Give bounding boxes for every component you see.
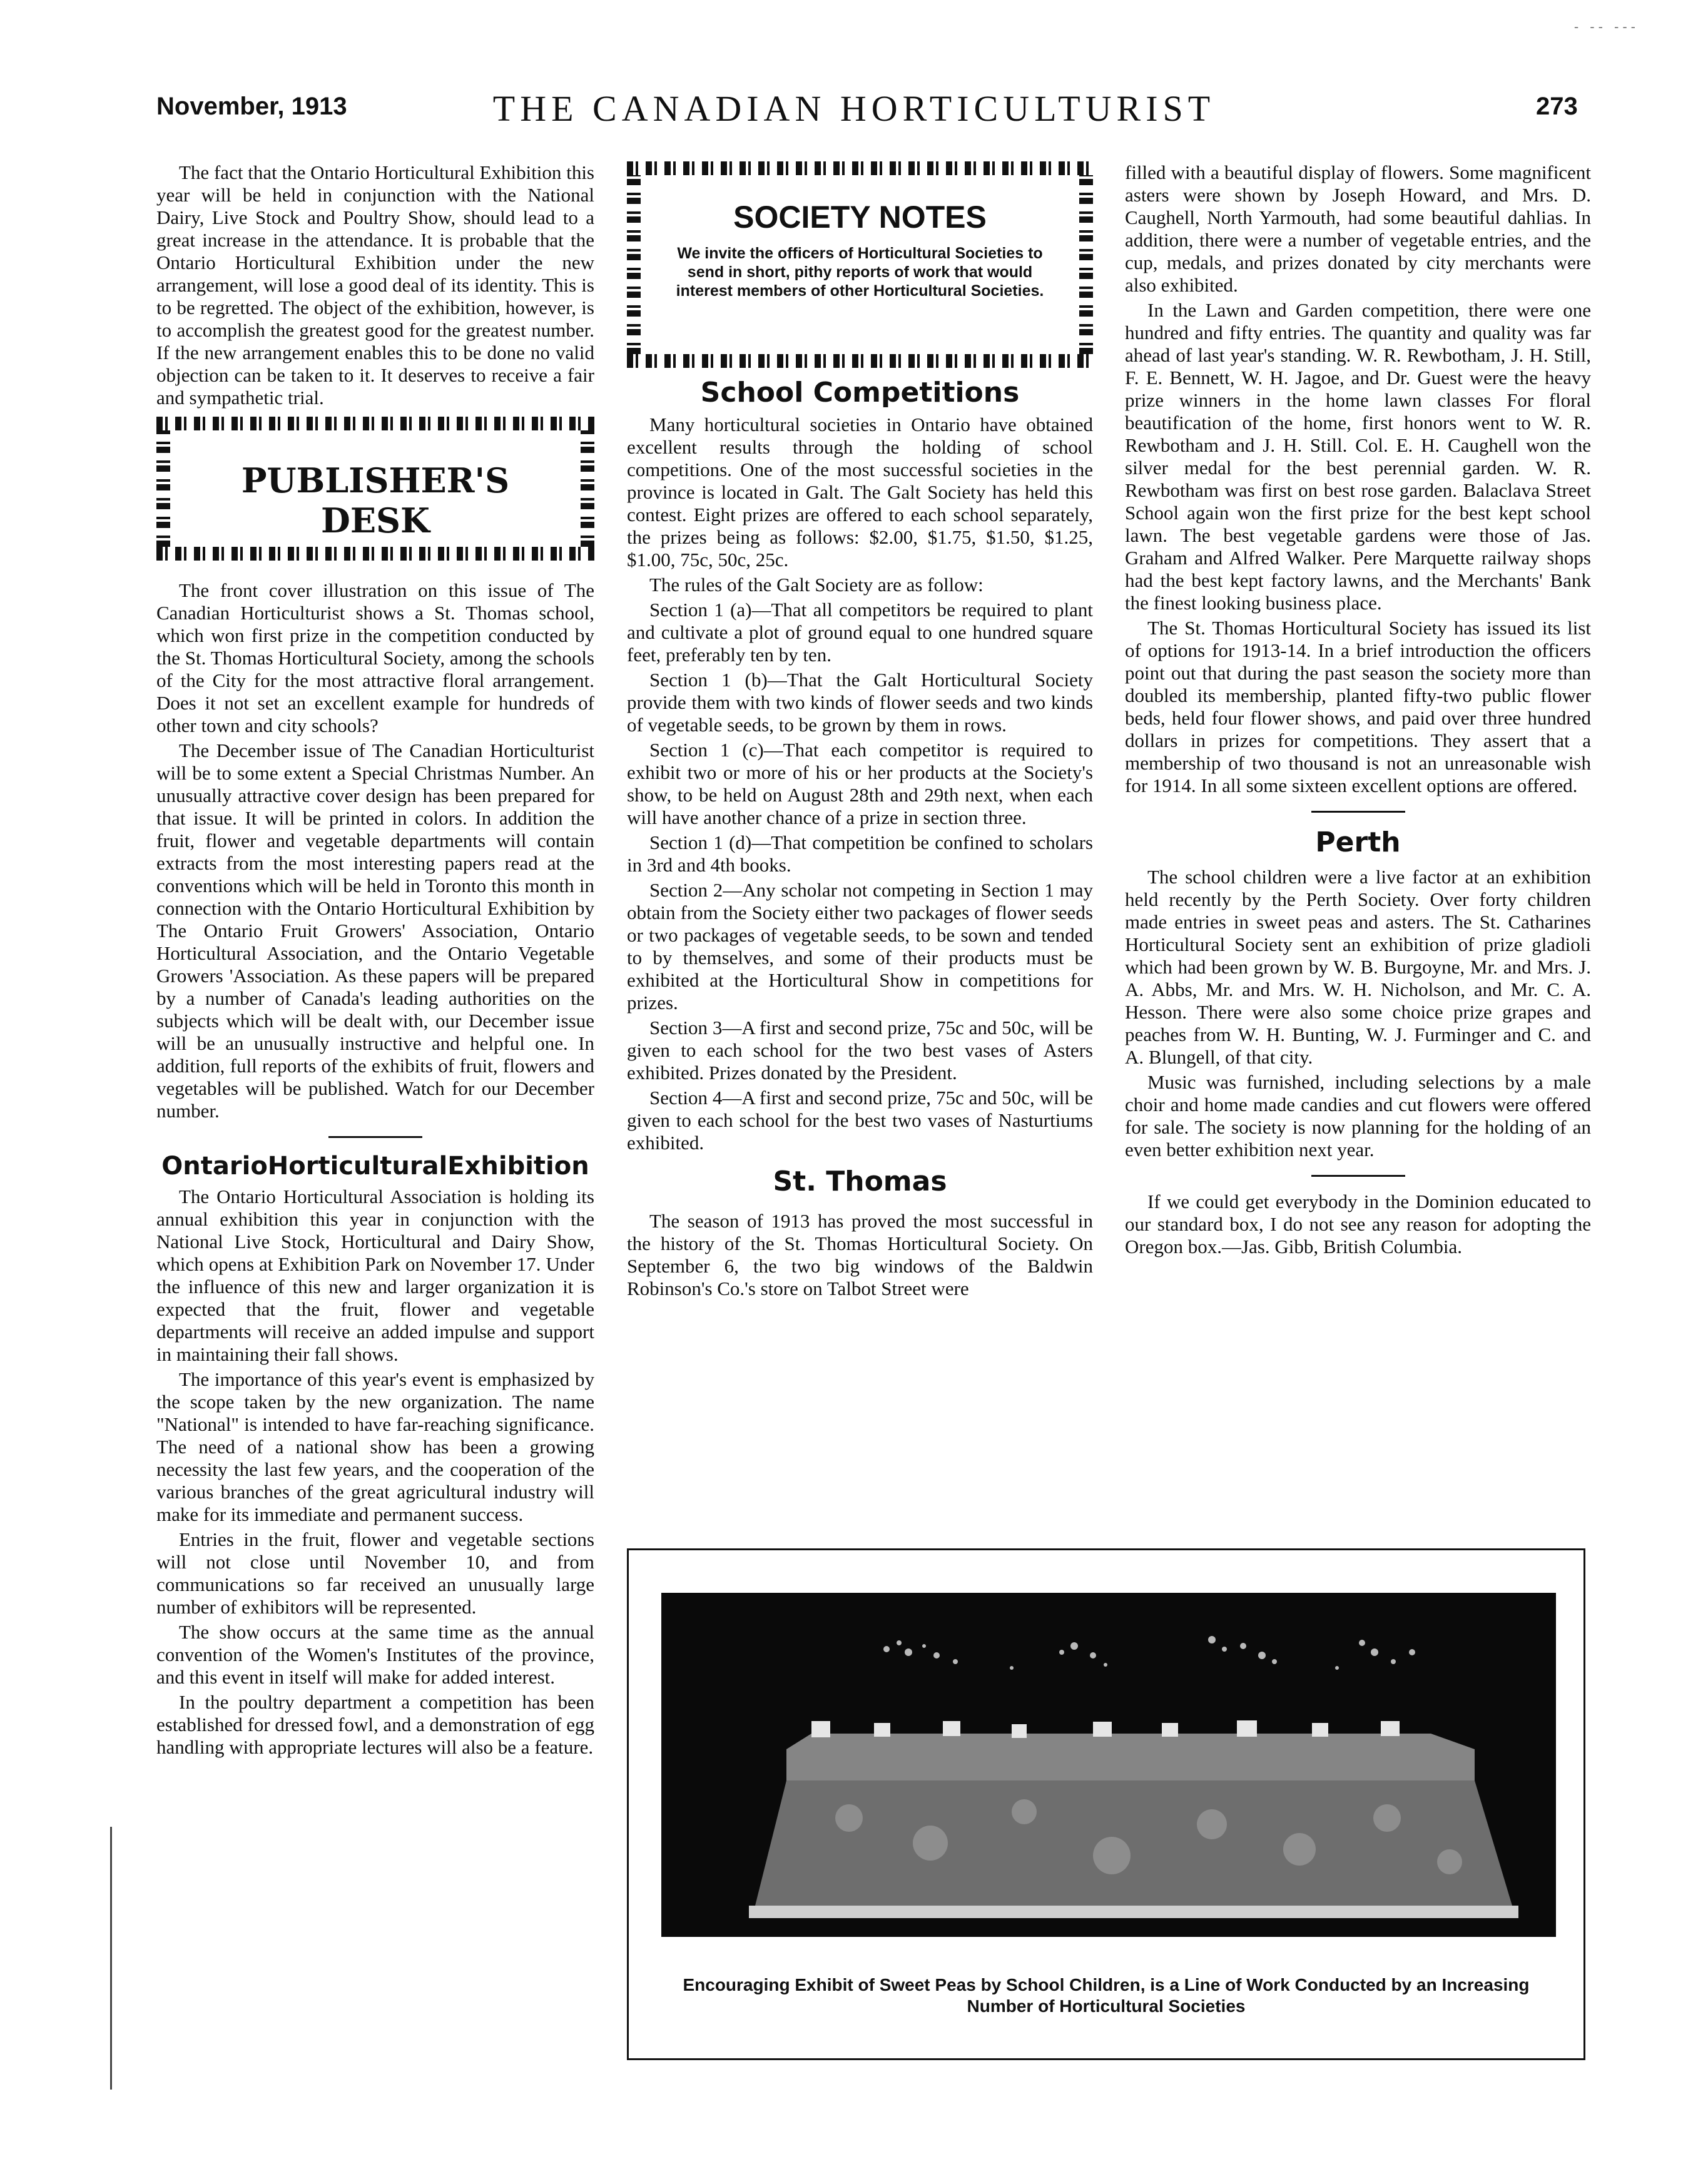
paragraph: Section 1 (d)—That competition be confined to scholars in 3rd and 4th books. <box>627 831 1093 876</box>
photo-illustration <box>661 1593 1556 1937</box>
scan-mark: - -- --- <box>1573 19 1639 34</box>
paragraph: Section 1 (a)—That all competitors be required to plant and cultivate a plot of ground equal to one hundred square feet, preferably ten by ten. <box>627 599 1093 666</box>
paragraph: Entries in the fruit, flower and vegetable sections will not close until November 10, and from communications so far received an unusually large number of exhibitors will be represented. <box>156 1528 594 1618</box>
greek-key-border <box>156 430 170 547</box>
paragraph: The front cover illustration on this issue of The Canadian Horticulturist shows a St. Thomas school, which won first prize in the competition conducted by the St. Thomas Horticultural Society, among the schools of the City for the most attractive floral arrangement. Does it not set an excellent example for hundreds of other town and city schools? <box>156 579 594 736</box>
paragraph: The December issue of The Canadian Horticulturist will be to some extent a Special Christmas Number. An unusually attractive cover design has been prepared for that issue. It will be printed in colors. In addition the fruit, flower and vegetable departments will contain extracts from the most interesting papers read at the conventions which will be held in Toronto this month in connection with the Ontario Horticultural Exhibition by The Ontario Fruit Growers' Association, Ontario Horticultural Association, and the Ontario Vegetable Growers 'Association. As these papers will be prepared by a number of Canada's leading authorities on the subjects which will be dealt with, our December issue will be an unusually instructive and helpful one. In addition, full reports of the exhibits of fruit, flowers and vegetables will be published. Watch for our December number. <box>156 739 594 1122</box>
paragraph: The St. Thomas Horticultural Society has issued its list of options for 1913-14. In a brief introduction the officers point out that during the past season the society more than doubled its membership, planted fifty-two public flower beds, held four flower shows, and paid over three hundred dollars in prizes for competitions. They assert that a membership of two thousand is not an unreasonable wish for 1914. In all some sixteen excellent options are offered. <box>1125 617 1591 796</box>
photo-caption: Encouraging Exhibit of Sweet Peas by School Children, is a Line of Work Conducted by an Increasing Number of Horticultural Societies <box>683 1975 1530 2016</box>
magazine-title: THE CANADIAN HORTICULTURIST <box>492 88 1216 129</box>
paragraph: Many horticultural societies in Ontario have obtained excellent results through the holding of school competitions. One of the most successful societies in the province is located in Galt. The Galt Society has held this contest. Eight prizes are offered to each school separately, the prizes being as follows: $2.00, $1.75, $1.50, $1.25, $1.00, 75c, 50c, 25c. <box>627 414 1093 571</box>
page-header <box>0 88 1708 144</box>
paragraph: The Ontario Horticultural Association is holding its annual exhibition this year in conjunction with the National Live Stock, Horticultural and Dairy Show, which opens at Exhibition Park on November 17. Under the influence of this new and larger organization it is expected that the fruit, flower and vegetable departments will receive an added impulse and support in maintaining their fall shows. <box>156 1186 594 1365</box>
paragraph: Section 1 (c)—That each competitor is required to exhibit two or more of his or her products at the Society's show, to be held on August 28th and 29th next, when each will have another chance of a prize in section three. <box>627 739 1093 828</box>
issue-date: November, 1913 <box>156 93 347 120</box>
greek-key-border <box>627 161 1093 175</box>
paragraph: Music was furnished, including selections by a male choir and home made candies and cut flowers were offered for sale. The society is now planning for the holding of an even better exhibition next year. <box>1125 1071 1591 1161</box>
section-divider <box>1311 1175 1405 1177</box>
photo-frame <box>627 1548 1585 2060</box>
paragraph: The importance of this year's event is emphasized by the scope taken by the new organization. The name "National" is intended to have far-reaching significance. The need of a national show has been a growing necessity the last few years, and the cooperation of the various branches of the great agricultural industry will make for its immediate and permanent success. <box>156 1368 594 1525</box>
column-middle <box>627 161 1093 1300</box>
sweet-peas-photo <box>661 1593 1556 1937</box>
greek-key-border <box>627 175 641 354</box>
column-left <box>156 161 594 1759</box>
paragraph: The rules of the Galt Society are as follow: <box>649 574 984 596</box>
section-heading: Perth <box>1315 826 1401 858</box>
paragraph: The season of 1913 has proved the most successful in the history of the St. Thomas Horticultural Society. On September 6, the two big windows of the Baldwin Robinson's Co.'s store on Talbot Street were <box>627 1210 1093 1299</box>
greek-key-border <box>581 430 594 547</box>
paragraph: In the poultry department a competition has been established for dressed fowl, and a demonstration of egg handling with appropriate lectures will also be a feature. <box>156 1691 594 1758</box>
paragraph: The show occurs at the same time as the annual convention of the Women's Institutes of the province, and this event in itself will make for added interest. <box>156 1621 594 1688</box>
publishers-desk-title: PUBLISHER'S DESK <box>241 460 510 541</box>
paragraph: In the Lawn and Garden competition, there were one hundred and fifty entries. The quantity and quality was far ahead of last year's standing. W. R. Rewbotham, J. H. Still, F. E. Bennett, W. H. Jagoe, and Dr. Guest were the heavy prize winners in the home lawn classes For floral beautification of the home, first honors went to W. R. Rewbotham and J. H. Still. Col. E. H. Caughell won the silver medal for the best perennial garden. W. R. Rewbotham was first on best rose garden. Balaclava Street School again won the first prize for the best kept school lawn. The best vegetable gardens were those of Jas. Graham and Alfred Walker. Pere Marquette railway shops had the best kept factory lawns, and the Merchants' Bank the finest looking business place. <box>1125 299 1591 614</box>
paragraph: Section 1 (b)—That the Galt Horticultural Society provide them with two kinds of flower seeds and two kinds of vegetable seeds, to be grown by them in rows. <box>627 669 1093 736</box>
page-number: 273 <box>1536 93 1578 120</box>
greek-key-border <box>156 417 594 430</box>
section-heading: OntarioHorticulturalExhibition <box>161 1152 589 1181</box>
publishers-desk-banner <box>156 417 594 561</box>
section-heading: St. Thomas <box>773 1166 947 1197</box>
section-divider <box>328 1136 422 1138</box>
section-heading: School Competitions <box>700 377 1020 409</box>
scan-edge-line <box>110 1827 112 2090</box>
society-notes-text: We invite the officers of Horticultural Societies to send in short, pithy reports of work that would interest members of other Horticultural Societies. <box>676 245 1044 300</box>
quote-paragraph: If we could get everybody in the Dominion educated to our standard box, I do not see any reason for adopting the Oregon box.—Jas. Gibb, British Columbia. <box>1125 1191 1591 1257</box>
greek-key-border <box>156 547 594 561</box>
paragraph: The school children were a live factor at an exhibition held recently by the Perth Society. Over forty children made entries in sweet peas and asters. The St. Catharines Horticultural Society sent an exhibition of prize gladioli which had been grown by W. B. Burgoyne, Mr. and Mrs. J. A. Abbs, Mr. and Mrs. W. H. Nicholson, and Mr. C. A. Hesson. There were also some choice prize grapes and peaches from W. H. Bunting, W. J. Furminger and C. and A. Blungell, of that city. <box>1125 866 1591 1068</box>
greek-key-border <box>1079 175 1093 354</box>
paragraph: filled with a beautiful display of flowers. Some magnificent asters were shown by Joseph Howard, and Mrs. D. Caughell, North Yarmouth, had some beautiful dahlias. In addition, there were a number of vegetable entries, and the cup, medals, and prizes donated by city merchants were also exhibited. <box>1125 161 1591 296</box>
column-right <box>1125 161 1591 1258</box>
society-notes-banner <box>627 161 1093 368</box>
paragraph: Section 4—A first and second prize, 75c and 50c, will be given to each school for the best two vases of Nasturtiums exhibited. <box>627 1087 1093 1154</box>
paragraph: Section 2—Any scholar not competing in Section 1 may obtain from the Society either two packages of flower seeds or two packages of vegetable seeds, to be sown and tended to by themselves, and some of their products must be exhibited at the Horticultural Show in competitions for prizes. <box>627 879 1093 1013</box>
paragraph: Section 3—A first and second prize, 75c and 50c, will be given to each school for the two best vases of Asters exhibited. Prizes donated by the President. <box>627 1017 1093 1084</box>
section-divider <box>1311 811 1405 813</box>
society-notes-title: SOCIETY NOTES <box>733 200 987 235</box>
intro-paragraph: The fact that the Ontario Horticultural Exhibition this year will be held in conjunction with the National Dairy, Live Stock and Poultry Show, should lead to a great increase in the attendance. It is probable that the Ontario Horticultural Exhibition under the new arrangement, will lose a good deal of its identity. This is to be regretted. The object of the exhibition, however, is to accomplish the greatest good for the greatest number. If the new arrangement enables this to be done no valid objection can be taken to it. It deserves to receive a fair and sympathetic trial. <box>156 161 594 409</box>
greek-key-border <box>627 354 1093 368</box>
